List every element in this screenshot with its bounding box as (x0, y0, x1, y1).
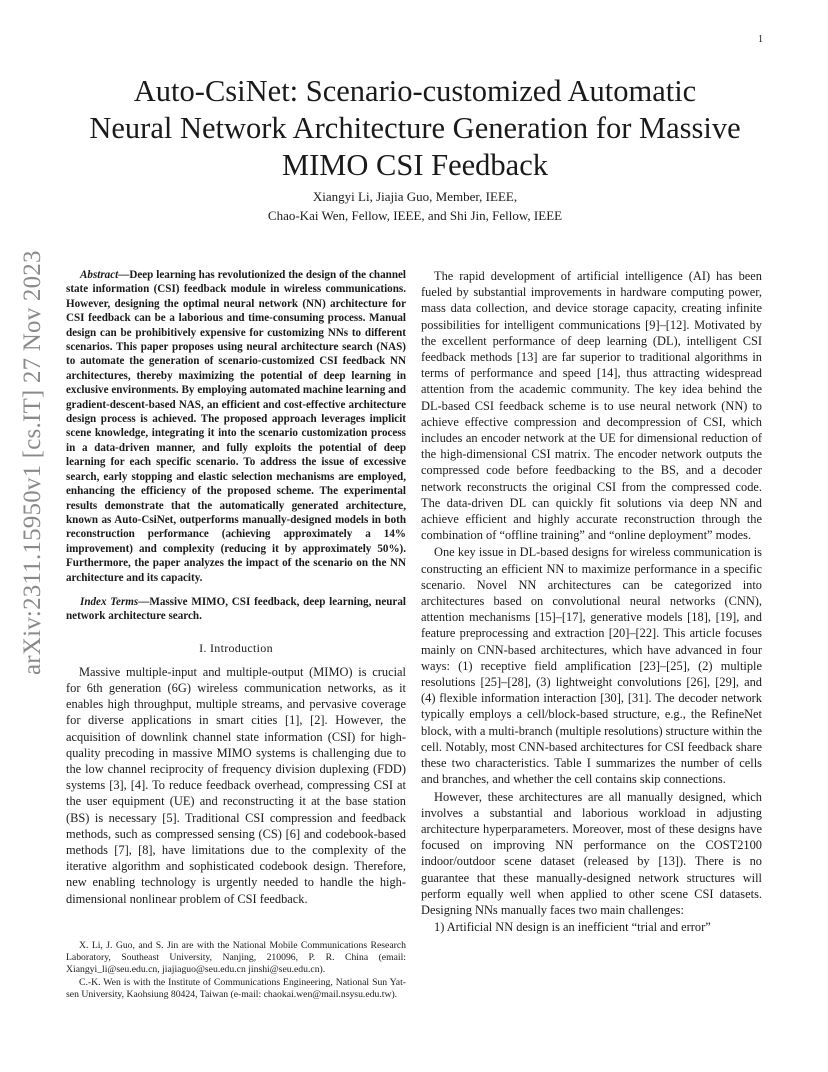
footnotes (66, 940, 406, 1001)
title-line-1: Auto-CsiNet: Scenario-customized Automatic (133, 74, 697, 108)
author-list (90, 187, 740, 225)
right-column (421, 268, 762, 935)
intro-paragraph-4: However, these architectures are all manually designed, which involves a substantial and laborious workload in adjusting architecture hyperparameters. Moreover, most of these designs have focused on improving NN performance on the COST2100 indoor/outdoor scene dataset (released by [13]). There is no guarantee that these manually-designed network structures will perform equally well when applied to other scene CSI datasets. Designing NNs manually faces two main challenges: (421, 789, 762, 917)
index-terms (66, 595, 406, 624)
page-number: 1 (758, 34, 763, 45)
section-heading-introduction: I. Introduction (199, 640, 273, 655)
authors-line-1: Xiangyi Li, Jiajia Guo, Member, IEEE, (312, 189, 518, 204)
abstract-text: —Deep learning has revolutionized the design of the channel state information (CSI) feedback module in wireless communications. However, designing the optimal neural network (NN) architecture for CSI feedback can be a laborious and time-consuming process. Manual design can be prohibitively expensive for customizing NNs to different scenarios. This paper proposes using neural architecture search (NAS) to automate the generation of scenario-customized CSI feedback NN architectures, thereby maximizing the potential of deep learning in exclusive environments. By employing automated machine learning and gradient-descent-based NAS, an efficient and cost-effective architecture design process is achieved. The proposed approach leverages implicit scene knowledge, integrating it into the scenario customization process in a data-driven manner, and fully exploits the potential of deep learning for each specific scenario. To address the issue of excessive search, early stopping and elastic selection mechanisms are employed, enhancing the efficiency of the proposed scheme. The experimental results demonstrate that the automatically generated architecture, known as Auto-CsiNet, outperforms manually-designed models in both reconstruction performance (achieving approximately a 14% improvement) and complexity (reducing it by approximately 50%). Furthermore, the paper analyzes the impact of the scenario on the NN architecture and its capacity. (66, 269, 406, 584)
intro-paragraph-3: One key issue in DL-based designs for wireless communication is constructing an efficient NN to maximize performance in a specific scenario. Novel NN architectures can be categorized into architectures based on convolutional neural networks (CNN), attention mechanisms [15]–[17], generative models [18], [19], and feature preprocessing and extraction [20]–[22]. This article focuses mainly on CNN-based architectures, which have advanced in four ways: (1) receptive field amplification [23]–[25], (2) multiple resolutions [25]–[28], (3) lightweight convolutions [26], [29], and (4) flexible information interaction [30], [31]. The decoder network typically employs a cell/block-based structure, e.g., the RefineNet block, with a multi-branch (multiple resolutions) structure within the cell. Notably, most CNN-based architectures for CSI feedback share these two characteristics. Table I summarizes the number of cells and branches, and whether the cell contains skip connections. (421, 545, 763, 787)
index-terms-text: —Massive MIMO, CSI feedback, deep learning, neural network architecture search. (66, 595, 406, 623)
arxiv-identifier-stamp: arXiv:2311.15950v1 [cs.IT] 27 Nov 2023 (19, 250, 46, 675)
footnote-affiliation-1: X. Li, J. Guo, and S. Jin are with the National Mobile Communications Research Laboratory, Southeast University, Nanjing, 210096, P. R. China (email: Xiangyi_li@seu.edu.cn, jiajiaguo@seu.edu.cn jinshi@seu.edu.cn). (66, 940, 406, 976)
title-line-2: Neural Network Architecture Generation for Massive (89, 111, 741, 145)
challenge-item-1: 1) Artificial NN design is an inefficient “trial and error” (434, 920, 711, 935)
authors-line-2: Chao-Kai Wen, Fellow, IEEE, and Shi Jin, Fellow, IEEE (267, 208, 563, 223)
title-line-3: MIMO CSI Feedback (282, 148, 548, 182)
paper-title (40, 73, 790, 184)
abstract-label: Abstract (80, 269, 119, 281)
index-terms-label: Index Terms (80, 595, 139, 608)
intro-paragraph-2: The rapid development of artificial intelligence (AI) has been fueled by substantial improvements in hardware computing power, mass data collection, and device storage capacity, creating infinite possibilities for intelligent communications [9]–[12]. Motivated by the excellent performance of deep learning (DL), intelligent CSI feedback methods [13] are far superior to traditional algorithms in terms of performance and speed [14], thus attracting widespread attention from the academic community. The key idea behind the DL-based CSI feedback scheme is to use neural network (NN) to achieve effective compression and decompression of CSI, which includes an encoder network at the UE for dimensional reduction of the high-dimensional CSI matrix. The encoder network outputs the compressed code before feedbacking to the BS, and a decoder network reconstructs the original CSI from the compressed code. The data-driven DL can quickly fit solutions via deep NN and achieve efficient and highly accurate reconstruction through the combination of “offline training” and “online deployment” modes. (421, 269, 762, 543)
footnote-affiliation-2: C.-K. Wen is with the Institute of Communications Engineering, National Sun Yat-sen University, Kaohsiung 80424, Taiwan (e-mail: chaokai.wen@mail.nsysu.edu.tw). (66, 976, 406, 1000)
left-column (66, 268, 406, 907)
abstract (66, 268, 406, 585)
intro-paragraph-1: Massive multiple-input and multiple-output (MIMO) is crucial for 6th generation (6G) wireless communication networks, as it enables high throughput, multiple streams, and pervasive coverage for diverse applications in smart cities [1], [2]. However, the acquisition of downlink channel state information (CSI) for high-quality precoding in massive MIMO systems is challenging due to the low channel reciprocity of frequency division duplexing (FDD) systems [3], [4]. To reduce feedback overhead, compressing CSI at the user equipment (UE) and reconstructing it at the base station (BS) is necessary [5]. Traditional CSI compression and feedback methods, such as compressed sensing (CS) [6] and codebook-based methods [7], [8], have limitations due to the complexity of the iterative algorithm and sophisticated codebook design. Therefore, new enabling technology is urgently needed to handle the high-dimensional nonlinear problem of CSI feedback. (66, 664, 406, 906)
